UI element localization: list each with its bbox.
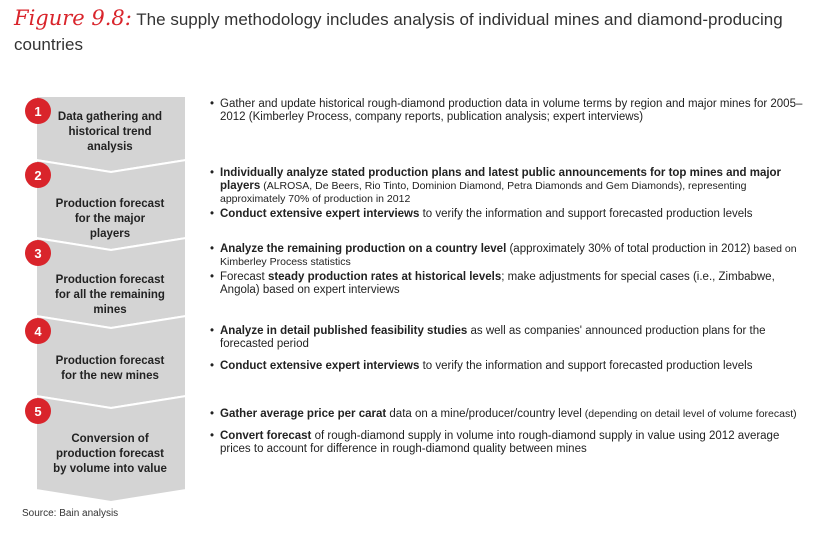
step-bullets — [208, 325, 808, 375]
bullet-item — [208, 98, 808, 124]
bullet-text: of rough-diamond supply in volume into rough-diamond supply in value using 2012 average prices to account for difference in rough-diamond quality between mines — [220, 430, 780, 455]
step-label — [40, 354, 180, 384]
step-label-line: for all the remaining — [55, 289, 165, 301]
step-label — [40, 432, 180, 477]
step-bullets — [208, 243, 808, 299]
step-number-badge: 3 — [25, 240, 51, 266]
step-label-line: players — [89, 228, 131, 240]
bullet-text: ; make adjustments for special cases (i.e., Zimbabwe, Angola) based on expert interviews — [220, 271, 775, 296]
bullet-item — [208, 167, 808, 206]
bullet-emphasis: Analyze in detail published feasibility studies — [220, 325, 468, 337]
bullet-emphasis: Conduct extensive expert interviews — [220, 360, 420, 372]
bullet-text: data on a mine/producer/country level — [386, 408, 582, 420]
step-bullets — [208, 167, 808, 223]
bullet-emphasis: Conduct extensive expert interviews — [220, 208, 420, 220]
bullet-emphasis: Analyze the remaining production on a country level — [220, 243, 507, 255]
bullet-emphasis: Gather average price per carat — [220, 408, 387, 420]
bullet-item — [208, 360, 808, 373]
bullet-text: to verify the information and support forecasted production levels — [419, 208, 753, 220]
step-label — [40, 197, 180, 242]
step-label-line: by volume into value — [53, 463, 167, 475]
step-label-line: Production forecast — [55, 274, 165, 286]
step-label-line: analysis — [87, 141, 133, 153]
step-number-badge: 4 — [25, 318, 51, 344]
figure-label: Figure 9.8: — [14, 6, 132, 30]
step-label-line: production forecast — [56, 448, 164, 460]
bullet-item — [208, 271, 808, 297]
bullet-item — [208, 243, 808, 269]
bullet-text: Gather and update historical rough-diamond production data in volume terms by region and major mines for 2005–2012 (Kimberley Process, company reports, publication analysis; expert interviews) — [220, 98, 803, 123]
bullet-item — [208, 208, 808, 221]
bullet-text: (approximately 30% of total production in 2012) — [506, 243, 751, 255]
bullet-text: based on Kimberley Process statistics — [220, 243, 797, 268]
bullet-emphasis: steady production rates at historical levels — [267, 271, 502, 283]
step-label — [40, 273, 180, 318]
step-number-badge: 1 — [25, 98, 51, 124]
step-label-line: historical trend — [68, 126, 152, 138]
step-label-line: for the major — [74, 213, 146, 225]
figure-title-line2: countries — [14, 35, 83, 54]
step-label-line: for the new mines — [61, 370, 159, 382]
bullet-text: as well as companies' announced production plans for the forecasted period — [220, 325, 766, 350]
bullet-emphasis: Convert forecast — [220, 430, 312, 442]
step-bullets — [208, 408, 808, 458]
bullet-item — [208, 325, 808, 351]
bullet-text: (depending on detail level of volume forecast) — [581, 408, 797, 420]
bullet-emphasis: Individually analyze stated production plans and latest public announcements for top mines and major players — [220, 167, 782, 192]
step-label — [40, 110, 180, 155]
step-bullets — [208, 98, 808, 126]
step-label-line: Production forecast — [55, 355, 165, 367]
step-label-line: Production forecast — [55, 198, 165, 210]
step-number-badge: 2 — [25, 162, 51, 188]
bullet-item — [208, 430, 808, 456]
figure-title-line1: The supply methodology includes analysis of individual mines and diamond-producing — [136, 10, 783, 29]
bullet-text: (ALROSA, De Beers, Rio Tinto, Dominion Diamond, Petra Diamonds and Gem Diamonds), representing approximately 70% of production in 2012 — [220, 180, 747, 205]
bullet-text: Forecast — [220, 271, 268, 283]
step-label-line: Data gathering and — [57, 111, 163, 123]
step-number-badge: 5 — [25, 398, 51, 424]
bullet-text: to verify the information and support forecasted production levels — [419, 360, 753, 372]
bullet-item — [208, 408, 808, 421]
step-label-line: mines — [93, 304, 127, 316]
source-note: Source: Bain analysis — [22, 508, 119, 519]
step-label-line: Conversion of — [71, 433, 149, 445]
